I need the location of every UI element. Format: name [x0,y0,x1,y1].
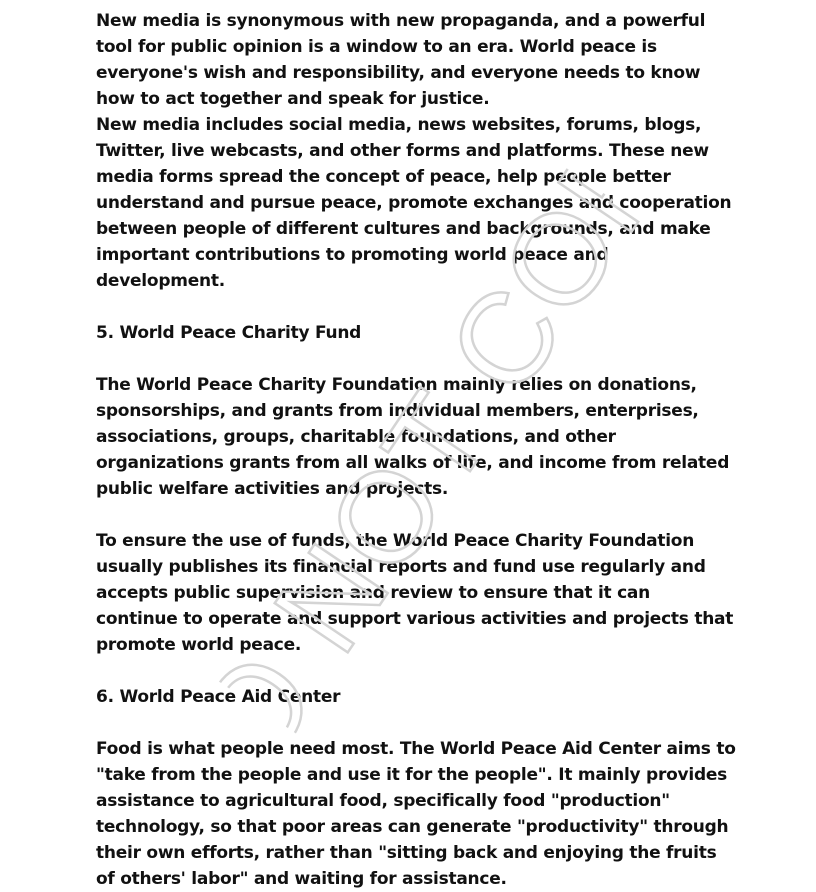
intro-paragraph-2: New media includes social media, news websites, forums, blogs, Twitter, live webcasts, and other forms and platforms. These new media forms spread the concept of peace, help people better understand and pursue peace, promote exchanges and cooperation between people of different cultures and backgrounds, and make important contributions to promoting world peace and development. [96,115,732,291]
section-6-paragraph-1: Food is what people need most. The World Peace Aid Center aims to "take from the people and use it for the people". It mainly provides assistance to agricultural food, specifically food "production" technology, so that poor areas can generate "productivity" through their own efforts, rather than "sitting back and enjoying the fruits of others' labor" and waiting for assistance. [96,739,736,889]
section-6-heading: 6. World Peace Aid Center [96,687,341,707]
watermark-text: NOT COPY [246,153,662,677]
section-5-paragraph-1: The World Peace Charity Foundation mainly relies on donations, sponsorships, and grants from individual members, enterprises, associations, groups, charitable foundations, and other organizations grants from all walks of life, and income from related public welfare activities and projects. [96,375,730,499]
intro-paragraph-1: New media is synonymous with new propaganda, and a powerful tool for public opinion is a window to an era. World peace is everyone's wish and responsibility, and everyone needs to know how to act together and speak for justice. [96,11,706,109]
section-5-heading: 5. World Peace Charity Fund [96,323,362,343]
document-body [96,8,736,892]
section-5-paragraph-2: To ensure the use of funds, the World Peace Charity Foundation usually publishes its financial reports and fund use regularly and accepts public supervision and review to ensure that it can continue to operate and support various activities and projects that promote world peace. [96,531,734,655]
